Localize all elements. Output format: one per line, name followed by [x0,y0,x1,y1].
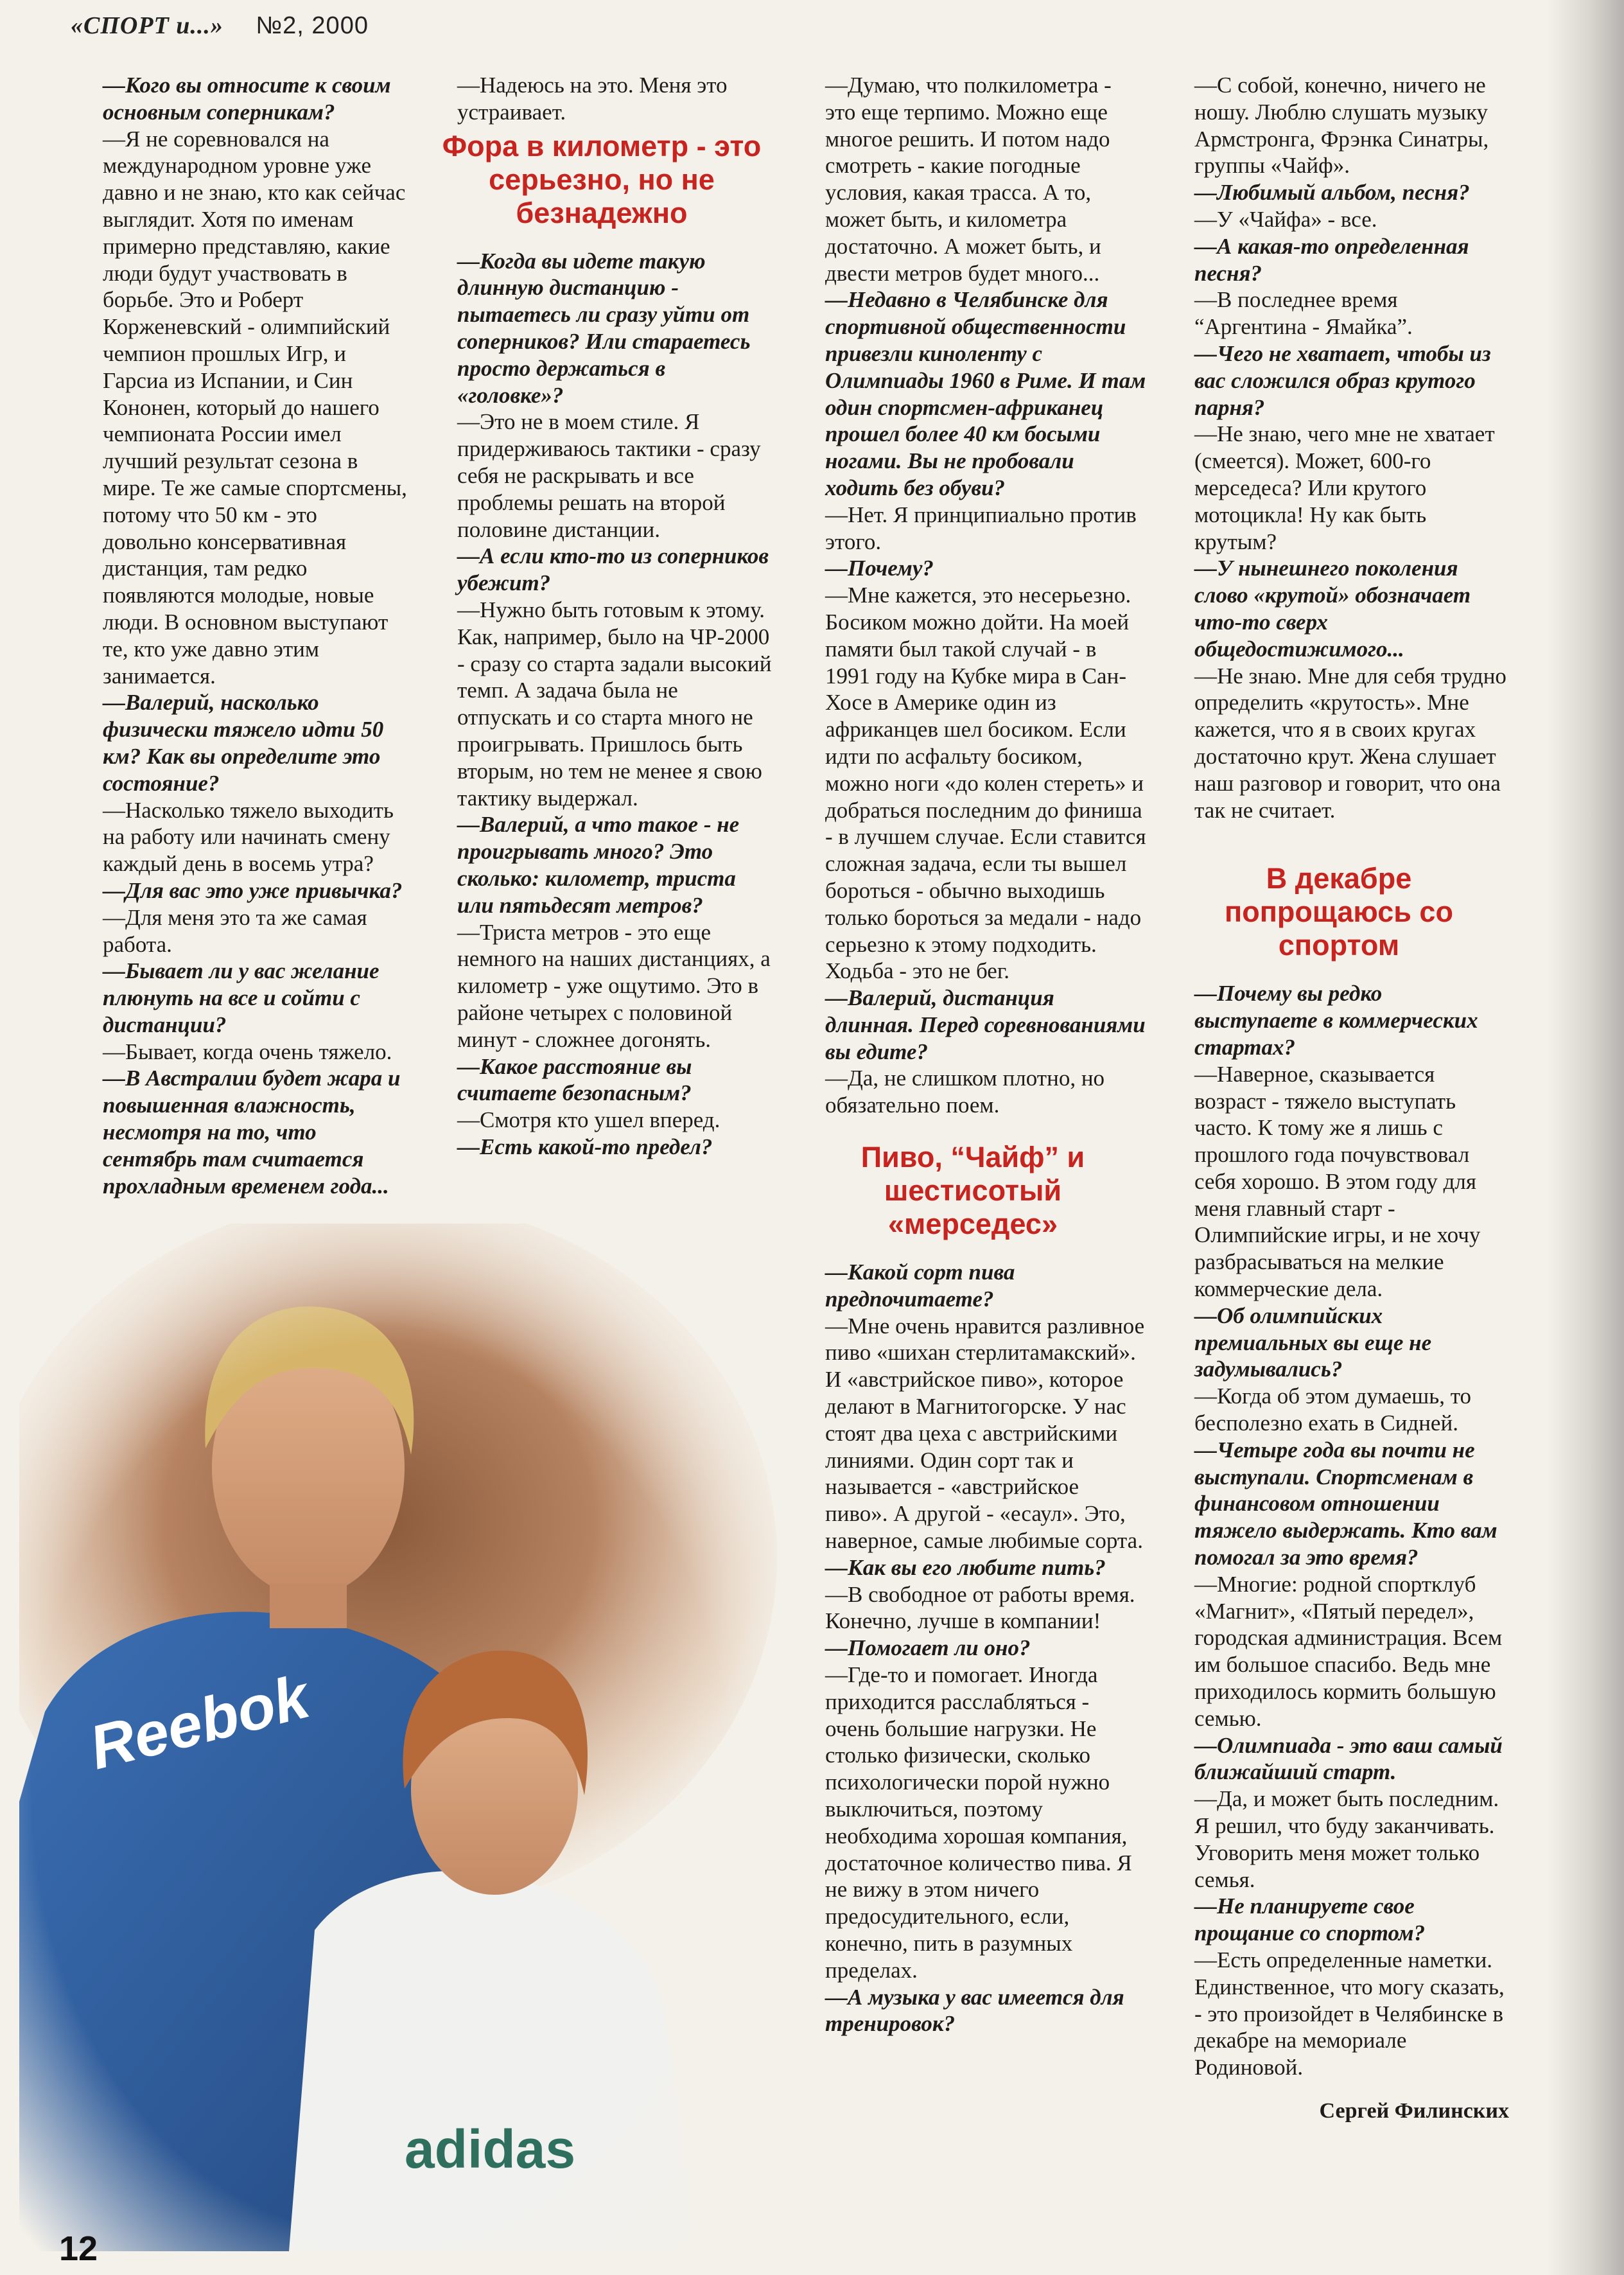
section-heading-handicap: Фора в километр - это серьезно, но не безнадежно [442,129,762,229]
answer-paragraph: —Мне кажется, это несерьезно. Босиком можно дойти. На моей памяти был такой случай - в 1991 году на Кубке мира в Сан-Хосе в Америке один из африканцев шел босиком. Если идти по асфальту босиком, можно ноги «до колен стереть» и добраться последним до финиша - в лучшем случае. Если ставится сложная задача, если ты вышел бороться - обычно выходишь только бороться за медали - надо серьезно к этому подходить. Ходьба - это не бег. [825,583,1146,984]
answer-paragraph: —Да, и может быть последним. Я решил, что буду заканчивать. Уговорить меня может только семья. [1194,1786,1499,1892]
question-paragraph: —Почему? [825,556,934,581]
column-4 [1169,72,1509,2125]
column-1 [77,72,411,1199]
question-paragraph: —Кого вы относите к своим основным соперникам? [103,73,391,125]
answer-paragraph: —Многие: родной спортклуб «Магнит», «Пятый передел», городская администрация. Всем им большое спасибо. Ведь мне приходилось кормить большую семью. [1194,1571,1503,1731]
question-paragraph: —Бывает ли у вас желание плюнуть на все и сойти с дистанции? [103,958,380,1037]
answer-paragraph: —Есть определенные наметки. Единственное, что могу сказать, - это произойдет в Челябинске в декабре на мемориале Родиновой. [1194,1947,1505,2080]
answer-paragraph: —Не знаю, чего мне не хватает (смеется). Может, 600-го мерседеса? Или крутого мотоцикла! Ну как быть крутым? [1194,421,1495,554]
question-paragraph: —Помогает ли оно? [825,1635,1031,1661]
question-paragraph: —Валерий, насколько физически тяжело идти 50 км? Как вы определите это состояние? [103,690,384,796]
question-paragraph: —У нынешнего поколения слово «крутой» обозначает что-то сверх общедостижимого... [1194,556,1471,662]
answer-paragraph: —У «Чайфа» - все. [1194,206,1377,232]
athlete-couple-photo [19,1224,822,2251]
answer-paragraph: —Смотря кто ушел вперед. [457,1107,720,1133]
photo-vignette [19,1224,822,2251]
answer-paragraph: —Да, не слишком плотно, но обязательно поем. [825,1066,1105,1118]
question-paragraph: —Какой сорт пива предпочитаете? [825,1260,1015,1312]
question-paragraph: —Недавно в Челябинске для спортивной общественности привезли киноленту с Олимпиады 1960 в Риме. И там один спортсмен-африканец прошел более 40 км босыми ногами. Вы не пробовали ходить без обуви? [825,287,1146,500]
question-paragraph: —Когда вы идете такую длинную дистанцию - пытаетесь ли сразу уйти от соперников? Или стараетесь просто держаться в «головке»? [457,248,751,408]
answer-paragraph: —Я не соревновался на международном уровне уже давно и не знаю, кто как сейчас выглядит. Хотя по именам примерно представляю, какие люди будут участвовать в борьбе. Это и Роберт Корженевский - олимпийский чемпион прошлых Игр, и Гарсиа из Испании, и Син Кононен, который до нашего чемпионата России имел лучший результат сезона в мире. Те же самые спортсмены, потому что 50 км - это довольно консервативная дистанция, там редко появляются молодые, новые люди. В основном выступают те, кто уже давно этим занимается. [103,126,407,689]
question-paragraph: —Валерий, дистанция длинная. Перед соревнованиями вы едите? [825,985,1146,1064]
answer-paragraph: —Надеюсь на это. Меня это устраивает. [457,73,728,125]
column-4-body [1169,72,1509,823]
answer-paragraph: —С собой, конечно, ничего не ношу. Люблю слушать музыку Армстронга, Фрэнка Синатры, группы «Чайф». [1194,73,1489,179]
answer-paragraph: —Наверное, сказывается возраст - тяжело выступать часто. К тому же я лишь с прошлого года почувствовал себя хорошо. В этом году для меня главный старт - Олимпийские игры, и не хочу разбрасываться на мелкие коммерческие дела. [1194,1061,1481,1302]
answer-paragraph: —Где-то и помогает. Иногда приходится расслабляться - очень большие нагрузки. Не столько физически, сколько психологически порой нужно выключиться, поэтому необходима хорошая компания, достаточное количество пива. Я не вижу в этом ничего предосудительного, если, конечно, пить в разумных пределах. [825,1662,1132,1983]
magazine-title: «СПОРТ и...» [71,12,223,39]
answer-paragraph: —В последнее время “Аргентина - Ямайка”. [1194,287,1413,340]
answer-paragraph: —Триста метров - это еще немного на наших дистанциях, а километр - уже ощутимо. Это в районе четырех с половиной минут - сложнее догонять. [457,919,771,1052]
question-paragraph: —Чего не хватает, чтобы из вас сложился образ крутого парня? [1194,340,1491,420]
question-paragraph: —Любимый альбом, песня? [1194,180,1470,206]
answer-paragraph: —Думаю, что полкилометра - это еще терпимо. Можно еще многое решить. И потом надо смотреть - какие погодные условия, какая трасса. А то, может быть, и километра достаточно. А может быть, и двести метров будет много... [825,73,1112,286]
byline: Сергей Филинских [1319,2098,1509,2123]
answer-paragraph: —Нужно быть готовым к этому. Как, например, было на ЧР-2000 - сразу со старта задали высокий темп. А задача была не отпускать и со старта много не проигрывать. Пришлось быть вторым, но тем не менее я свою тактику выдержал. [457,597,772,811]
question-paragraph: —Валерий, а что такое - не проигрывать много? Это сколько: километр, триста или пятьдесят метров? [457,812,740,918]
answer-paragraph: —Когда об этом думаешь, то бесполезно ехать в Сидней. [1194,1383,1472,1436]
question-paragraph: —Есть какой-то предел? [457,1134,713,1159]
section-heading-beer: Пиво, “Чайф” и шестисотый «мерседес» [860,1141,1085,1241]
question-paragraph: —Четыре года вы почти не выступали. Спортсменам в финансовом отношении тяжело выдержать. Кто вам помогал за это время? [1194,1437,1497,1570]
photo-illustration [19,1224,822,2251]
column-3-body [799,72,1146,1119]
column-2-body [432,248,772,1161]
page-gutter-shadow [1547,0,1624,2275]
running-head [71,12,369,40]
question-paragraph: —А если кто-то из соперников убежит? [457,543,769,596]
answer-paragraph: —Нет. Я принципиально против этого. [825,502,1137,554]
answer-paragraph: —Это не в моем стиле. Я придерживаюсь тактики - сразу себя не раскрывать и все проблемы решать на второй половине дистанции. [457,409,761,542]
answer-paragraph: —Бывает, когда очень тяжело. [103,1039,392,1064]
question-paragraph: —Для вас это уже привычка? [103,877,403,903]
question-paragraph: —Как вы его любите пить? [825,1554,1106,1580]
column-2 [432,72,772,1161]
question-paragraph: —А музыка у вас имеется для тренировок? [825,1984,1124,2037]
question-paragraph: —Почему вы редко выступаете в коммерческих стартах? [1194,981,1478,1060]
question-paragraph: —Какое расстояние вы считаете безопасным? [457,1053,692,1106]
issue-number: №2, 2000 [256,12,369,39]
column-3 [799,72,1146,2037]
question-paragraph: —Не планируете свое прощание со спортом? [1194,1893,1426,1946]
question-paragraph: —Об олимпийских премиальных вы еще не задумывались? [1194,1303,1432,1382]
answer-paragraph: —Насколько тяжело выходить на работу или начинать смену каждый день в восемь утра? [103,797,394,877]
column-4-body-b [1169,980,1509,2081]
question-paragraph: —В Австралии будет жара и повышенная влажность, несмотря на то, что сентябрь там считается прохладным временем года... [103,1066,401,1199]
answer-paragraph: —Не знаю. Мне для себя трудно определить «крутость». Мне кажется, что я в своих кругах достаточно крут. Жена слушает наш разговор и говорит, что она так не считает. [1194,663,1506,823]
answer-paragraph: —Для меня это та же самая работа. [103,904,367,957]
answer-paragraph: —В свободное от работы время. Конечно, лучше в компании! [825,1581,1135,1634]
page-number: 12 [59,2229,98,2268]
question-paragraph: —Олимпиада - это ваш самый ближайший старт. [1194,1732,1503,1785]
question-paragraph: —А какая-то определенная песня? [1194,233,1469,286]
column-3-body-b [799,1259,1146,2037]
answer-paragraph: —Мне очень нравится разливное пиво «шихан стерлитамакский». И «австрийское пиво», которое делают в Магнитогорске. У нас стоят два цеха с австрийскими линиями. Один сорт так и называется - «австрийское пиво». А другой - «есаул». Это, наверное, самые любимые сорта. [825,1313,1145,1554]
column-2-intro [432,72,772,126]
section-heading-farewell: В декабре попрощаюсь со спортом [1225,862,1453,962]
